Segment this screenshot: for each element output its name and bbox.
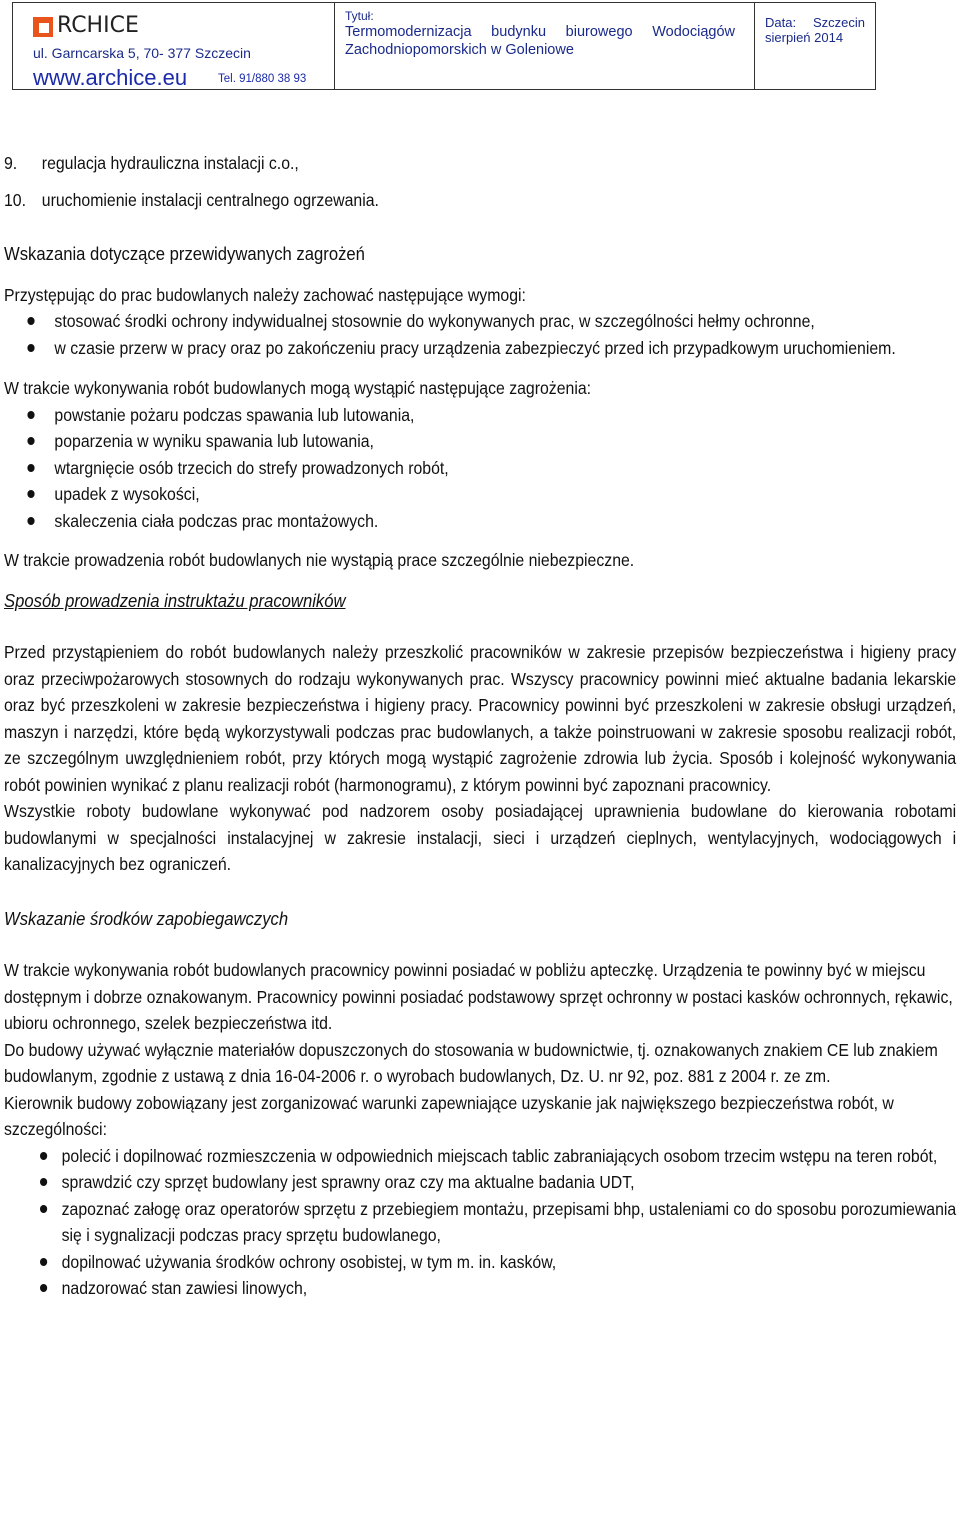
title-line-1: Termomodernizacja budynku biurowego Wodociągów: [345, 24, 735, 40]
document-header: [12, 2, 876, 90]
manager-duties-list: [4, 1143, 956, 1302]
section-heading-hazards: Wskazania dotyczące przewidywanych zagrożeń: [4, 243, 365, 264]
numbered-item: [4, 187, 956, 214]
list-item: poparzenia w wyniku spawania lub lutowania,: [4, 428, 956, 455]
item-text: uruchomienie instalacji centralnego ogrzewania.: [41, 189, 379, 210]
logo-text: RCHICE: [57, 13, 139, 38]
requirements-list: [4, 308, 956, 361]
list-item: nadzorować stan zawiesi linowych,: [4, 1275, 956, 1302]
date-row: [765, 15, 865, 30]
company-info: [13, 3, 335, 89]
list-item: upadek z wysokości,: [4, 481, 956, 508]
list-item: zapoznać załogę oraz operatorów sprzętu z przebiegiem montażu, przepisami bhp, ustaleniami co do sposobu porozumiewania się i sygnalizacji podczas pracy sprzętu budowlanego,: [4, 1196, 956, 1249]
list-item: dopilnować używania środków ochrony osobistej, w tym m. in. kasków,: [4, 1249, 956, 1276]
list-item: wtargnięcie osób trzecich do strefy prowadzonych robót,: [4, 455, 956, 482]
company-address: ul. Garncarska 5, 70- 377 Szczecin: [33, 45, 251, 61]
title-line-2: Zachodniopomorskich w Goleniowe: [345, 42, 574, 58]
date-value: sierpień 2014: [765, 30, 844, 45]
list-item: sprawdzić czy sprzęt budowlany jest sprawny oraz czy ma aktualne badania UDT,: [4, 1169, 956, 1196]
prevention-paragraph-2: Do budowy używać wyłącznie materiałów dopuszczonych do stosowania w budownictwie, tj. oznakowanych znakiem CE lub znakiem budowlanym, zgodnie z ustawą z dnia 16-04-2006 r. o wyrobach budowlanych, Dz. U. nr 92, poz. 881 z 2004 r. ze zm.: [4, 1039, 938, 1086]
item-text: regulacja hydrauliczna instalacji c.o.,: [41, 153, 299, 173]
date-cell: [755, 3, 875, 89]
hazards-closing: W trakcie prowadzenia robót budowlanych nie wystąpią prace szczególnie niebezpieczne.: [4, 550, 635, 570]
list-item: w czasie przerw w pracy oraz po zakończeniu pracy urządzenia zabezpieczyć przed ich przypadkowym uruchomieniem.: [4, 335, 956, 362]
prevention-paragraph-3: Kierownik budowy zobowiązany jest zorganizować warunki zapewniające uzyskanie jak największego bezpieczeństwa robót, w szczególności:: [4, 1092, 894, 1139]
item-number: 9.: [4, 153, 18, 173]
instruction-paragraph-1: Przed przystąpieniem do robót budowlanych należy przeszkolić pracowników w zakresie przepisów bezpieczeństwa i higieny pracy oraz przeciwpożarowych stosownych do rodzaju wykonywanych prac. Wszyscy pracownicy powinni mieć aktualne badania lekarskie oraz być przeszkoleni w zakresie bezpieczeństwa i higieny pracy. Pracownicy powinni być przeszkoleni w zakresie obsługi urządzeń, maszyn i narzędzi, które będą wykorzystywali podczas prac budowlanych, a także poinstruowani w zakresie sposobu realizacji robót, ze szczególnym uwzględnieniem robót, przy których mogą wystąpić zagrożenie zdrowia lub życia. Sposób i kolejność wykonywania robót powinien wynikać z planu realizacji robót (harmonogramu), z którym powinni być zapoznani pracownicy.: [4, 642, 957, 795]
hazards-list: [4, 402, 956, 535]
item-number: 10.: [4, 189, 27, 210]
hazards-intro-2: W trakcie wykonywania robót budowlanych mogą wystąpić następujące zagrożenia:: [4, 378, 592, 398]
date-city: Szczecin: [812, 15, 865, 30]
title-cell: [335, 3, 755, 89]
company-logo: [33, 13, 139, 38]
numbered-item: [4, 150, 956, 177]
company-website-link[interactable]: www.archice.eu: [33, 65, 188, 90]
date-label: Data:: [765, 15, 797, 30]
list-item: polecić i dopilnować rozmieszczenia w odpowiednich miejscach tablic zabraniających osobom trzecim wstępu na teren robót,: [4, 1143, 956, 1170]
title-label: Tytuł:: [345, 9, 374, 23]
list-item: powstanie pożaru podczas spawania lub lutowania,: [4, 402, 956, 429]
prevention-paragraph-1: W trakcie wykonywania robót budowlanych pracownicy powinni posiadać w pobliżu apteczkę. Urządzenia te powinny być w miejscu dostępnym i dobrze oznakowanym. Pracownicy powinni posiadać podstawowy sprzęt ochronny w postaci kasków ochronnych, rękawic, ubioru ochronnego, szelek bezpieczeństwa itd.: [4, 960, 953, 1033]
hazards-intro: Przystępując do prac budowlanych należy zachować następujące wymogi:: [4, 284, 526, 305]
company-phone: Tel. 91/880 38 93: [218, 73, 307, 85]
logo-mark-icon: [33, 15, 55, 37]
document-body: [4, 150, 957, 1302]
section-heading-instruction: Sposób prowadzenia instruktażu pracowników: [4, 589, 346, 611]
instruction-paragraph-2: Wszystkie roboty budowlane wykonywać pod nadzorem osoby posiadającej uprawnienia budowlane do kierowania robotami budowlanymi w specjalności instalacyjnej w zakresie instalacji, sieci i urządzeń cieplnych, wentylacyjnych, wodociągowych i kanalizacyjnych bez ograniczeń.: [4, 801, 957, 874]
list-item: stosować środki ochrony indywidualnej stosownie do wykonywanych prac, w szczególności hełmy ochronne,: [4, 308, 956, 335]
list-item: skaleczenia ciała podczas prac montażowych.: [4, 508, 956, 535]
section-heading-prevention: Wskazanie środków zapobiegawczych: [4, 907, 289, 929]
